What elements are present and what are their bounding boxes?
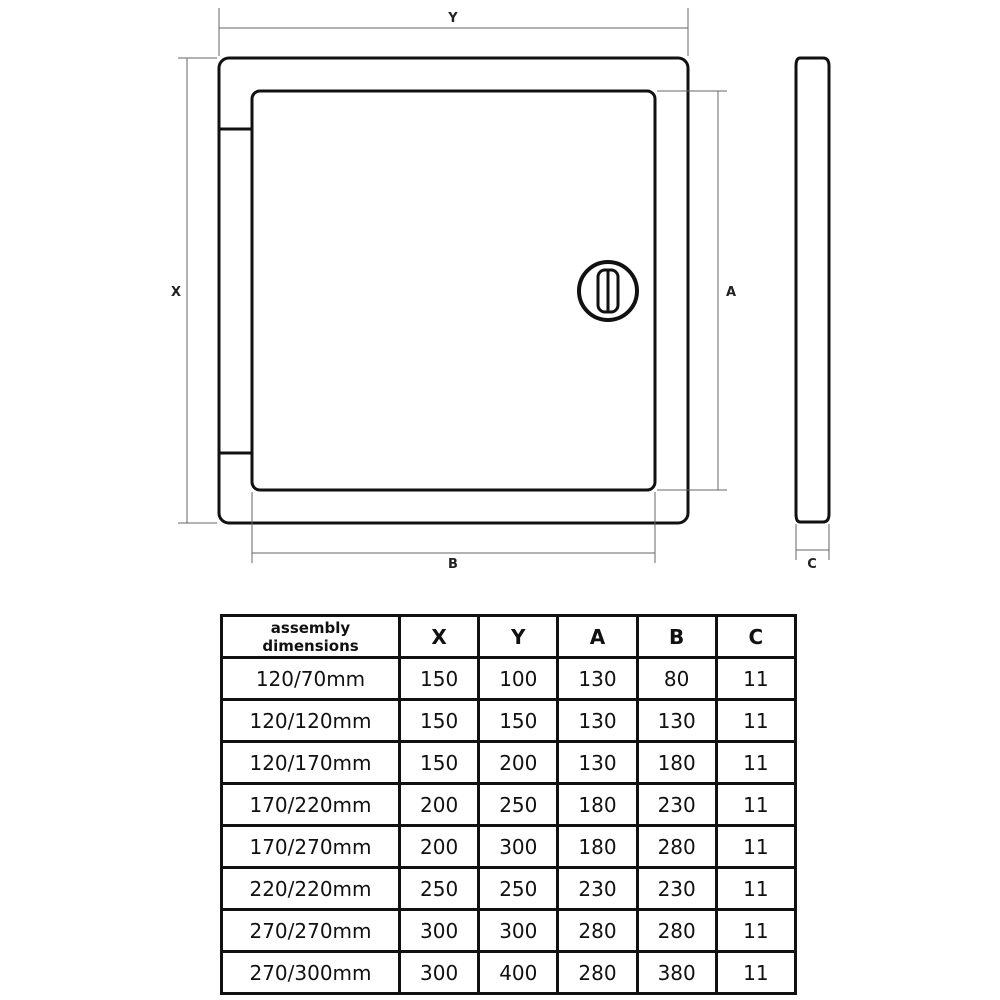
header-assembly-dimensions <box>222 616 400 658</box>
table-cell: 200 <box>400 784 479 826</box>
table-cell: 130 <box>558 658 637 700</box>
table-cell: 400 <box>479 952 558 994</box>
dimension-c <box>796 524 829 560</box>
table-cell: 150 <box>400 658 479 700</box>
table-cell: 180 <box>637 742 716 784</box>
dimension-x <box>178 58 217 523</box>
table-row <box>222 784 796 826</box>
table-cell: 150 <box>400 700 479 742</box>
dimension-label-x: X <box>170 285 182 300</box>
table-row <box>222 658 796 700</box>
table-cell: 180 <box>558 826 637 868</box>
table-cell: 100 <box>479 658 558 700</box>
table-cell: 250 <box>479 784 558 826</box>
table-cell: 11 <box>716 910 795 952</box>
table-cell: 11 <box>716 952 795 994</box>
table-cell: 280 <box>558 910 637 952</box>
dimension-label-a: A <box>725 285 737 300</box>
table-cell: 150 <box>479 700 558 742</box>
table-cell: 11 <box>716 784 795 826</box>
header-b: B <box>637 616 716 658</box>
table-cell: 280 <box>637 826 716 868</box>
table-cell: 250 <box>400 868 479 910</box>
dimension-label-y: Y <box>448 11 458 26</box>
dimension-b <box>252 492 655 563</box>
table-cell: 230 <box>637 868 716 910</box>
table-cell: 220/220mm <box>222 868 400 910</box>
header-a: A <box>558 616 637 658</box>
inner-door <box>252 91 655 490</box>
table-cell: 120/120mm <box>222 700 400 742</box>
lock-icon <box>579 262 637 320</box>
table-cell: 180 <box>558 784 637 826</box>
dimension-label-c: C <box>807 557 817 572</box>
table-cell: 200 <box>479 742 558 784</box>
table-cell: 130 <box>558 742 637 784</box>
table-cell: 270/270mm <box>222 910 400 952</box>
table-cell: 130 <box>558 700 637 742</box>
table-cell: 120/170mm <box>222 742 400 784</box>
table-cell: 11 <box>716 826 795 868</box>
table-cell: 300 <box>479 910 558 952</box>
table-cell: 230 <box>637 784 716 826</box>
table-row <box>222 952 796 994</box>
dimension-a <box>657 91 727 490</box>
side-profile <box>796 58 829 522</box>
table-cell: 280 <box>558 952 637 994</box>
table-cell: 170/270mm <box>222 826 400 868</box>
assembly-dimensions-table <box>220 614 797 995</box>
table-cell: 380 <box>637 952 716 994</box>
header-line: assembly <box>270 618 351 637</box>
table-row <box>222 826 796 868</box>
header-y: Y <box>479 616 558 658</box>
table-row <box>222 910 796 952</box>
table-row <box>222 868 796 910</box>
table-cell: 130 <box>637 700 716 742</box>
table-cell: 170/220mm <box>222 784 400 826</box>
table-cell: 280 <box>637 910 716 952</box>
table-cell: 300 <box>479 826 558 868</box>
table-row <box>222 742 796 784</box>
table-cell: 11 <box>716 868 795 910</box>
table-cell: 11 <box>716 658 795 700</box>
table-cell: 11 <box>716 700 795 742</box>
table-cell: 80 <box>637 658 716 700</box>
table-cell: 270/300mm <box>222 952 400 994</box>
table-cell: 300 <box>400 910 479 952</box>
table-cell: 11 <box>716 742 795 784</box>
table-row <box>222 700 796 742</box>
table-cell: 230 <box>558 868 637 910</box>
table-cell: 300 <box>400 952 479 994</box>
table-cell: 250 <box>479 868 558 910</box>
table-cell: 200 <box>400 826 479 868</box>
table-cell: 120/70mm <box>222 658 400 700</box>
table-body <box>222 658 796 994</box>
header-line: dimensions <box>262 636 359 655</box>
table-header-row <box>222 616 796 658</box>
header-c: C <box>716 616 795 658</box>
header-x: X <box>400 616 479 658</box>
table-cell: 150 <box>400 742 479 784</box>
dimension-label-b: B <box>448 557 458 572</box>
